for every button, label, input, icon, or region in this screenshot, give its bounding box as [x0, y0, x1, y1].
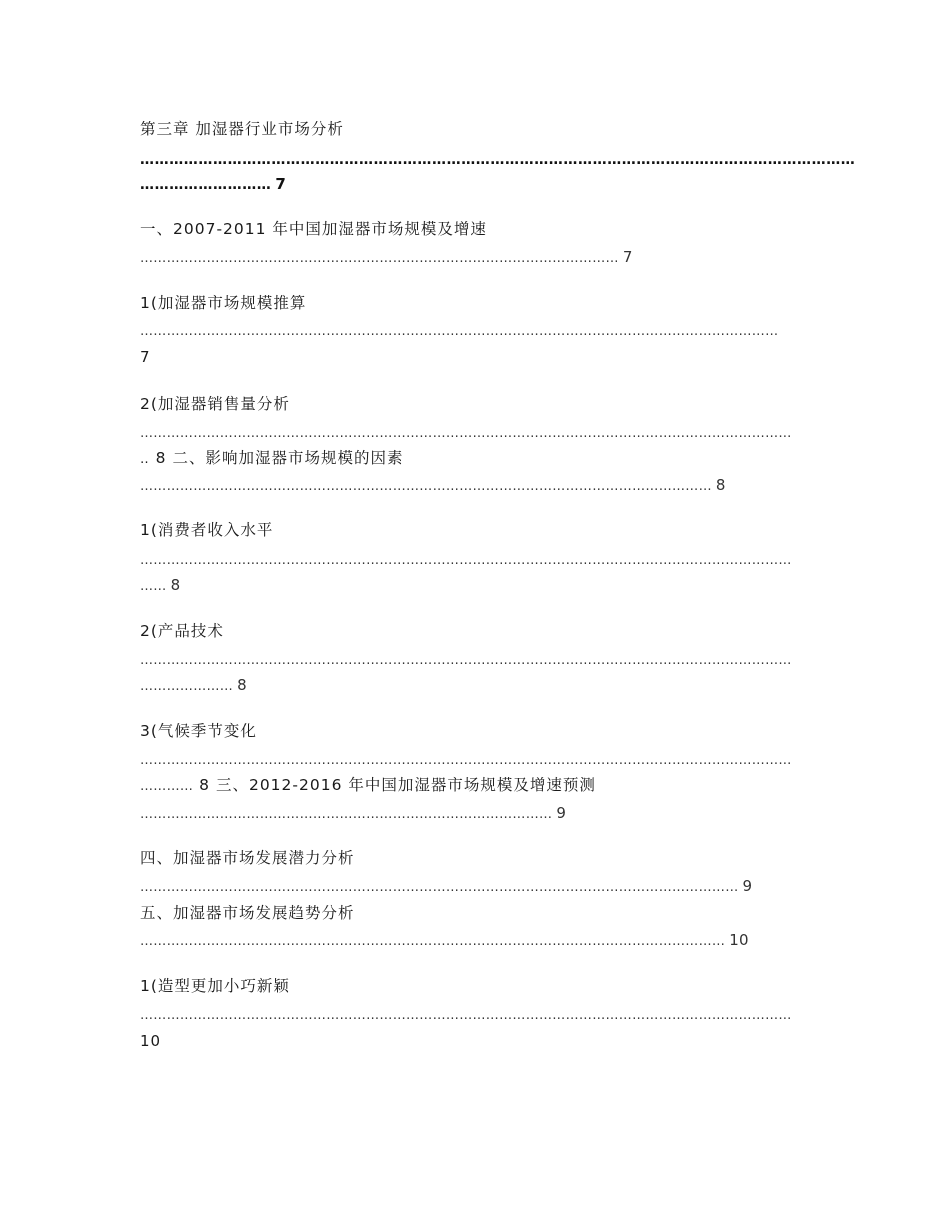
toc-line: ………… 8 三、2012-2016 年中国加湿器市场规模及增速预测	[140, 776, 596, 794]
toc-leader-dots: …………………………………………………………………………………………………………………… 10	[140, 931, 749, 949]
toc-leader-dots: ……………………………………………………………………………………………… 7	[140, 248, 633, 266]
toc-line: ‥ 8 二、影响加湿器市场规模的因素	[140, 449, 404, 467]
toc-leader-dots: …………………………………………………………………………………………………………………………………	[140, 152, 856, 168]
toc-subsection-title: 1(消费者收入水平	[140, 521, 274, 539]
toc-leader-dots: ………………………………………………………………………………………………………………………………	[140, 324, 779, 339]
toc-leader-dots: …………………………………………………………………………………………………………………………………	[140, 426, 792, 441]
toc-leader-dots: ………………………………………………………………………………… 9	[140, 804, 567, 822]
toc-leader-dots: …………………………………………………………………………………………………………………………………	[140, 753, 792, 768]
toc-page-number: 9	[556, 804, 567, 822]
toc-leader-dots: …………………………………………………………………………………………………………………………………	[140, 1008, 792, 1023]
toc-section-title: 一、2007-2011 年中国加湿器市场规模及增速	[140, 220, 487, 238]
toc-page-number: 8	[715, 476, 726, 494]
toc-page-number: 7	[275, 175, 287, 193]
toc-leader-dots: …………………………………………………………………………………………………………………………………	[140, 653, 792, 668]
toc-page-number: 9	[742, 877, 753, 895]
toc-page-number: 10	[729, 931, 749, 949]
toc-leader-dots: ………………… 8	[140, 676, 247, 694]
toc-page	[140, 0, 856, 1230]
toc-leader-dots: ……………………………………………………………………………………………………………………… 9	[140, 877, 753, 895]
toc-page-number: 7	[622, 248, 633, 266]
toc-leader-dots: ……………………… 7	[140, 175, 287, 193]
toc-page-number: 8	[155, 449, 167, 467]
toc-section-title: 四、加湿器市场发展潜力分析	[140, 849, 355, 867]
toc-leader-dots: ………………………………………………………………………………………………………………… 8	[140, 476, 726, 494]
toc-section-title: 二、影响加湿器市场规模的因素	[172, 449, 404, 467]
toc-page-number: 7	[140, 348, 151, 366]
toc-subsection-title: 2(产品技术	[140, 622, 224, 640]
toc-page-number: 8	[170, 576, 181, 594]
toc-subsection-title: 1(加湿器市场规模推算	[140, 294, 307, 312]
toc-subsection-title: 1(造型更加小巧新颖	[140, 977, 290, 995]
toc-chapter-title: 第三章 加湿器行业市场分析	[140, 120, 344, 138]
toc-page-number: 10	[140, 1032, 162, 1050]
toc-subsection-title: 3(气候季节变化	[140, 722, 257, 740]
toc-section-title: 五、加湿器市场发展趋势分析	[140, 904, 355, 922]
toc-page-number: 8	[237, 676, 247, 694]
toc-leader-dots: …………………………………………………………………………………………………………………………………	[140, 553, 792, 568]
toc-section-title: 三、2012-2016 年中国加湿器市场规模及增速预测	[215, 776, 596, 794]
toc-subsection-title: 2(加湿器销售量分析	[140, 395, 290, 413]
toc-page-number: 8	[199, 776, 211, 794]
toc-leader-dots: …… 8	[140, 576, 181, 594]
